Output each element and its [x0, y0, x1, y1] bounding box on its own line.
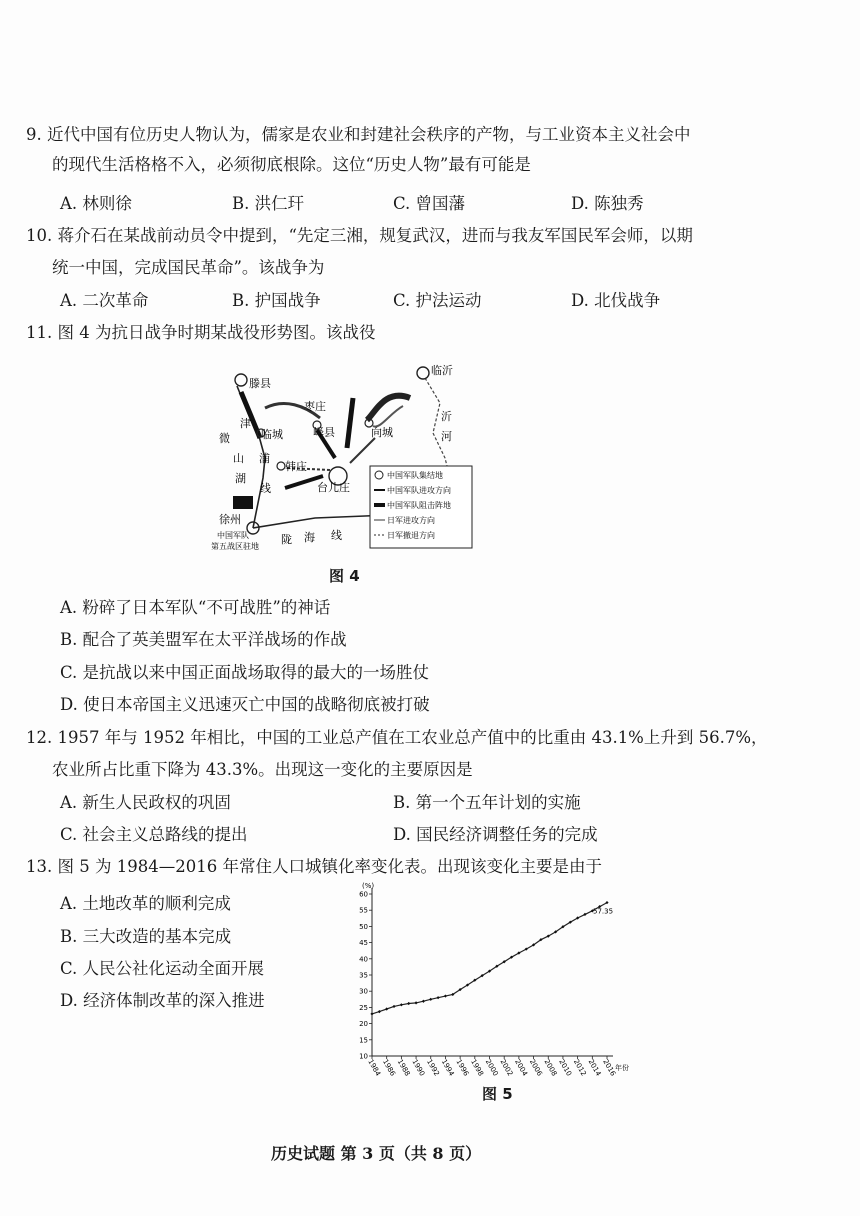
data-point [414, 1001, 417, 1004]
x-tick-label: 2010 [557, 1058, 574, 1078]
data-point [436, 996, 439, 999]
label-xuzhou: 徐州 [219, 513, 241, 526]
label-he: 河 [441, 430, 452, 443]
y-tick-label: 10 [359, 1052, 368, 1061]
x-tick-label: 1994 [439, 1058, 456, 1078]
label-hanzhuang: 韩庄 [285, 460, 307, 473]
q9-option-b[interactable]: B. 洪仁玕 [232, 194, 305, 213]
x-axis-label: 年份 [615, 1064, 629, 1072]
label-lincheng: 临城 [261, 428, 283, 441]
label-xian2: 线 [331, 529, 342, 542]
q10-stem-line2: 统一中国，完成国民革命”。该战争为 [52, 258, 325, 277]
label-yi: 沂 [441, 410, 452, 423]
hanzhuang-marker [277, 462, 285, 470]
figure4-caption: 图 4 [329, 567, 360, 585]
label-zaozhuang: 枣庄 [304, 400, 326, 413]
data-point [378, 1010, 381, 1013]
label-taierzhuang: 台儿庄 [317, 481, 350, 494]
data-point [422, 1000, 425, 1003]
x-tick-label: 2004 [513, 1058, 529, 1078]
q12-option-a[interactable]: A. 新生人民政权的巩固 [60, 793, 231, 812]
data-point [400, 1003, 403, 1006]
q11-option-a[interactable]: A. 粉碎了日本军队“不可战胜”的神话 [60, 598, 331, 617]
label-tengxian: 滕县 [249, 377, 271, 390]
label-shan: 山 [233, 452, 244, 465]
data-point [370, 1012, 373, 1015]
y-tick-label: 30 [359, 987, 368, 996]
data-point [429, 998, 432, 1001]
x-tick-label: 2006 [527, 1058, 544, 1078]
q12-option-b[interactable]: B. 第一个五年计划的实施 [393, 793, 581, 812]
q10-option-d[interactable]: D. 北伐战争 [571, 291, 661, 310]
series-line [372, 903, 607, 1014]
y-tick-label: 55 [359, 906, 368, 915]
q9-stem-line2: 的现代生活格格不入，必须彻底根除。这位“历史人物”最有可能是 [52, 155, 531, 174]
series-points [370, 901, 608, 1015]
x-tick-label: 2002 [498, 1058, 515, 1078]
q11-stem: 11. 图 4 为抗日战争时期某战役形势图。该战役 [26, 323, 376, 342]
q13-option-d[interactable]: D. 经济体制改革的深入推进 [60, 991, 265, 1010]
legend-item-4: 日军进攻方向 [387, 516, 435, 525]
label-jin: 津 [240, 417, 251, 430]
x-tick-label: 1992 [425, 1058, 441, 1078]
label-long: 陇 [281, 533, 292, 546]
x-tick-label: 2008 [542, 1058, 559, 1078]
figure5-caption: 图 5 [482, 1085, 513, 1103]
data-label-2016: 57.35 [593, 907, 614, 916]
x-tick-label: 1996 [454, 1058, 471, 1078]
data-point [385, 1007, 388, 1010]
q13-option-b[interactable]: B. 三大改造的基本完成 [60, 927, 232, 946]
q10-stem-line1: 10. 蒋介石在某战前动员令中提到，“先定三湘，规复武汉，进而与我友军国民军会师，以期 [26, 226, 693, 245]
y-axis-label: (%) [362, 882, 375, 890]
x-tick-label: 1998 [469, 1058, 485, 1078]
legend-item-3: 中国军队阻击阵地 [387, 501, 451, 510]
q9-option-c[interactable]: C. 曾国藩 [393, 194, 466, 213]
q10-option-c[interactable]: C. 护法运动 [393, 291, 482, 310]
q11-option-d[interactable]: D. 使日本帝国主义迅速灭亡中国的战略彻底被打破 [60, 695, 430, 714]
q10-option-a[interactable]: A. 二次革命 [60, 291, 149, 310]
x-tick-label: 2016 [601, 1058, 618, 1078]
q13-option-a[interactable]: A. 土地改革的顺利完成 [60, 894, 231, 913]
label-pu: 浦 [259, 452, 270, 465]
label-hq2: 第五战区驻地 [211, 542, 259, 551]
x-tick-label: 1984 [366, 1058, 383, 1078]
y-tick-label: 40 [359, 955, 368, 964]
chart-y-ticks [359, 891, 372, 1061]
x-tick-label: 1990 [410, 1058, 427, 1078]
q13-stem: 13. 图 5 为 1984—2016 年常住人口城镇化率变化表。出现该变化主要是由于 [26, 857, 602, 876]
x-tick-label: 2014 [586, 1058, 603, 1078]
data-point [444, 994, 447, 997]
y-tick-label: 60 [359, 890, 368, 899]
y-tick-label: 20 [359, 1020, 368, 1029]
y-tick-label: 50 [359, 922, 368, 931]
figure5-line-chart [345, 876, 645, 1082]
linyi-marker [417, 367, 429, 379]
page-footer: 历史试题 第 3 页（共 8 页） [271, 1144, 482, 1163]
x-tick-label: 1988 [395, 1058, 412, 1078]
tengxian-marker [235, 374, 247, 386]
y-tick-label: 45 [359, 939, 368, 948]
x-tick-label: 2000 [483, 1058, 500, 1078]
label-wei: 微 [219, 432, 230, 445]
data-point [407, 1002, 410, 1005]
y-tick-label: 15 [359, 1036, 368, 1045]
q13-option-c[interactable]: C. 人民公社化运动全面开展 [60, 959, 265, 978]
q9-stem-line1: 9. 近代中国有位历史人物认为，儒家是农业和封建社会秩序的产物，与工业资本主义社会中 [26, 125, 691, 144]
chart-axes [372, 888, 613, 1056]
q11-option-c[interactable]: C. 是抗战以来中国正面战场取得的最大的一场胜仗 [60, 663, 430, 682]
legend-item-1: 中国军队集结地 [387, 471, 443, 480]
q9-option-d[interactable]: D. 陈独秀 [571, 194, 644, 213]
label-xiangcheng: 向城 [371, 426, 393, 439]
arrow-xiangcheng [350, 438, 375, 463]
legend-item-5: 日军撤退方向 [387, 531, 435, 540]
map-block-marker [233, 496, 253, 509]
q11-option-b[interactable]: B. 配合了英美盟军在太平洋战场的作战 [60, 630, 347, 649]
figure4-battle-map [205, 358, 475, 558]
q9-option-a[interactable]: A. 林则徐 [60, 194, 132, 213]
q10-option-b[interactable]: B. 护国战争 [232, 291, 321, 310]
label-hai: 海 [304, 531, 315, 544]
label-hq1: 中国军队 [217, 531, 249, 540]
q12-stem-line2: 农业所占比重下降为 43.3%。出现这一变化的主要原因是 [52, 760, 473, 779]
data-point [392, 1005, 395, 1008]
label-xian: 线 [260, 482, 271, 495]
q12-stem-line1: 12. 1957 年与 1952 年相比，中国的工业总产值在工农业总产值中的比重由 43.1%上升到 56.7%， [26, 728, 768, 747]
q12-option-d[interactable]: D. 国民经济调整任务的完成 [393, 825, 598, 844]
arrow-block-north [347, 398, 353, 448]
x-tick-label: 1986 [380, 1058, 397, 1078]
x-tick-label: 2012 [571, 1058, 588, 1078]
y-tick-label: 25 [359, 1003, 368, 1012]
label-hu: 湖 [235, 472, 246, 485]
q12-option-c[interactable]: C. 社会主义总路线的提出 [60, 825, 248, 844]
chart-x-ticks [366, 1056, 617, 1078]
label-linyi: 临沂 [431, 364, 453, 377]
legend-item-2: 中国军队进攻方向 [387, 486, 451, 495]
label-yixian: 峄县 [313, 426, 335, 439]
y-tick-label: 35 [359, 971, 368, 980]
